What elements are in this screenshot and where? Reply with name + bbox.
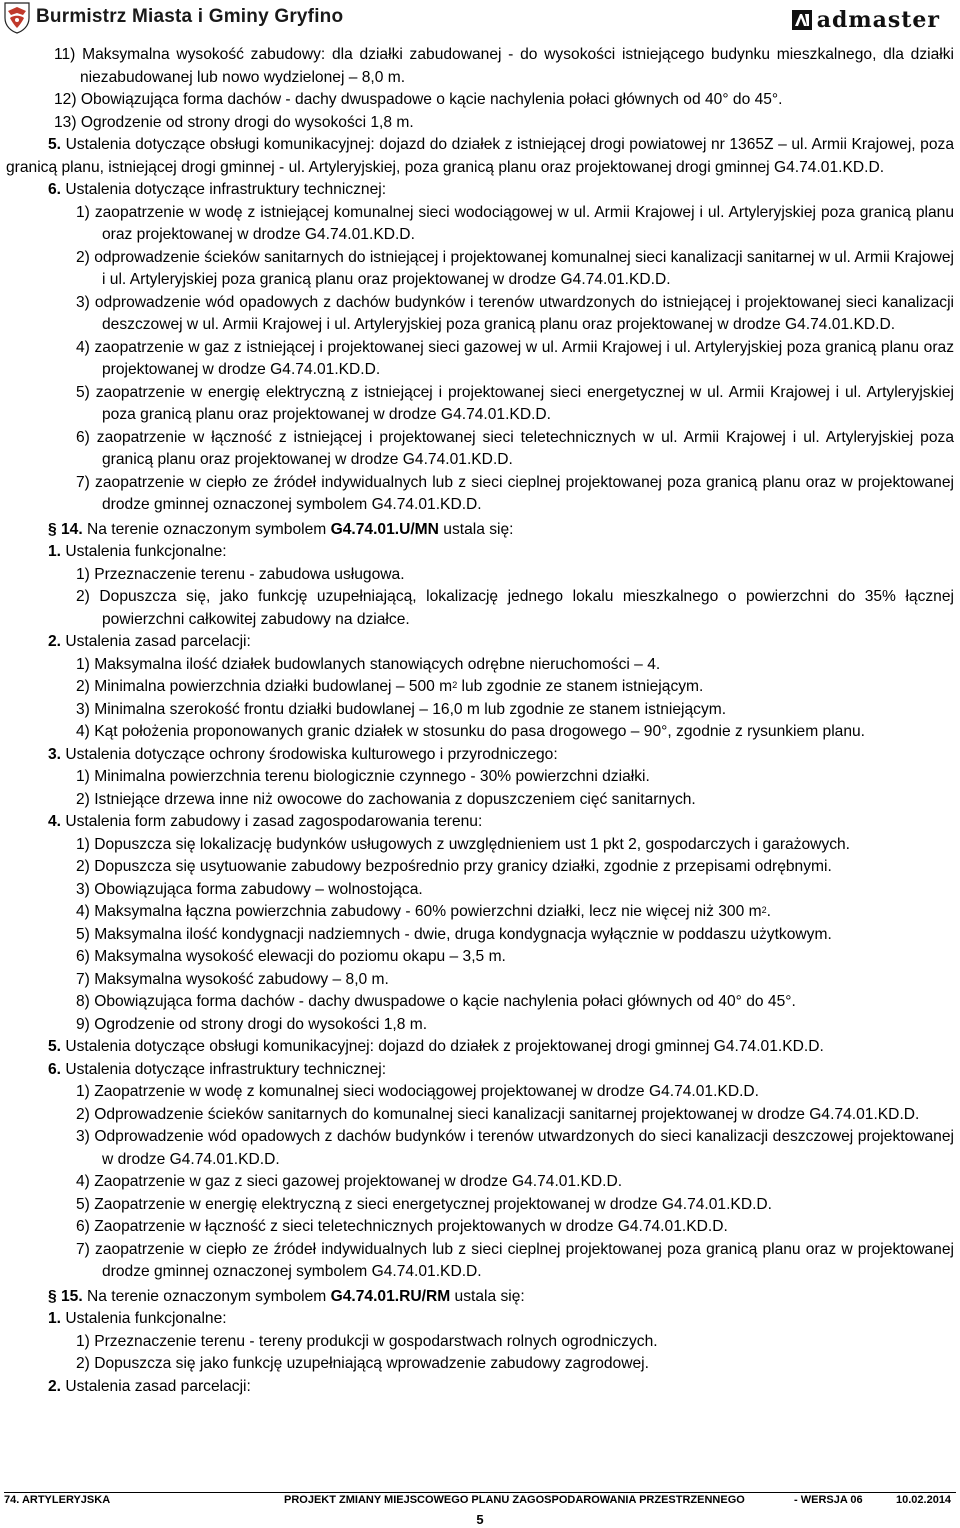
header-title: Burmistrz Miasta i Gminy Gryfino	[36, 6, 344, 27]
section-text: Ustalenia funkcjonalne:	[65, 1310, 227, 1327]
list-item: 9) Ogrodzenie od strony drogi do wysokości 1,8 m.	[76, 1015, 428, 1033]
section-item	[6, 134, 954, 179]
section-item	[48, 1376, 954, 1399]
list-item: 3) Odprowadzenie wód opadowych z dachów budynków i terenów utwardzonych do sieci kanalizacji deszczowej projektowanej w drodze G4.74.01.KD.D.	[76, 1128, 954, 1168]
section-item	[48, 179, 954, 202]
section-item	[48, 1059, 954, 1082]
paragraph-intro: Na terenie oznaczonym symbolem	[87, 1287, 327, 1305]
section-text: Ustalenia dotyczące infrastruktury technicznej:	[65, 181, 387, 198]
section-item	[48, 744, 954, 767]
brand-name: admaster	[816, 7, 940, 33]
item-text-end: lub zgodnie ze stanem istniejącym.	[457, 678, 704, 695]
list-item: 5) Zaopatrzenie w energię elektryczną z sieci energetycznej projektowanej w drodze G4.74.01.KD.D.	[76, 1195, 773, 1213]
coat-of-arms-icon	[4, 2, 30, 34]
list-item: 6) Maksymalna wysokość elewacji do poziomu okapu – 3,5 m.	[76, 948, 506, 965]
list-item: 7) zaopatrzenie w ciepło ze źródeł indywidualnych lub z sieci cieplnej projektowanej poza granicą planu oraz w projektowanej drodze gminnej oznaczonej symbolem G4.74.01.KD.D.	[76, 1240, 954, 1280]
list-item: 6) Zaopatrzenie w łączność z sieci teletechnicznych projektowanych w drodze G4.74.01.KD.D.	[76, 1218, 728, 1235]
item-text-end: .	[766, 903, 771, 920]
zone-symbol: G4.74.01.RU/RM	[330, 1287, 451, 1305]
paragraph-heading	[48, 519, 954, 542]
section-number: 4.	[48, 813, 62, 830]
footer-plan-name: 74. ARTYLERYJSKA	[4, 1494, 111, 1506]
list-item: 13) Ogrodzenie od strony drogi do wysokości 1,8 m.	[54, 113, 414, 131]
list-item: 1) Maksymalna ilość działek budowlanych stanowiących odrębne nieruchomości – 4.	[76, 655, 661, 673]
list-item: 4) Kąt położenia proponowanych granic działek w stosunku do pasa drogowego – 90°, zgodnie z rysunkiem planu.	[76, 723, 866, 740]
list-item: 7) Maksymalna wysokość zabudowy – 8,0 m.	[76, 970, 389, 988]
list-item: 11) Maksymalna wysokość zabudowy: dla działki zabudowanej - do wysokości istniejącego budynku mieszkalnego, dla działki niezabudowanej lub nowo wydzielonej – 8,0 m.	[54, 46, 954, 86]
list-item: 4) zaopatrzenie w gaz z istniejącej i projektowanej sieci gazowej w ul. Armii Krajowej i ul. Artyleryjskiej poza granicą planu oraz projektowanej w drodze G4.74.01.KD.D.	[76, 338, 954, 378]
paragraph-intro-end: ustala się:	[454, 1287, 525, 1305]
brand-logo	[791, 6, 940, 34]
list-item: 1) Minimalna powierzchnia terenu biologicznie czynnego - 30% powierzchni działki.	[76, 768, 650, 785]
list-item: 2) Dopuszcza się jako funkcję uzupełniającą wprowadzenie zabudowy zagrodowej.	[76, 1355, 649, 1372]
section-text: Ustalenia form zabudowy i zasad zagospodarowania terenu:	[65, 813, 483, 830]
footer-version: - WERSJA 06	[794, 1494, 863, 1506]
list-item	[76, 676, 954, 699]
paragraph-number: § 15.	[48, 1287, 83, 1305]
section-item	[48, 1036, 954, 1059]
list-item: 3) odprowadzenie wód opadowych z dachów budynków i terenów utwardzonych do istniejącej i projektowanej sieci kanalizacji deszczowej w ul. Armii Krajowej i ul. Artyleryjskiej poza granicą planu oraz projektowanej w drodze G4.74.01.KD.D.	[76, 293, 954, 333]
paragraph-intro-end: ustala się:	[443, 520, 514, 538]
superscript: 2	[761, 905, 767, 915]
section-number: 2.	[48, 633, 62, 650]
footer-date: 10.02.2014	[896, 1494, 952, 1506]
paragraph-heading	[48, 1286, 954, 1309]
admaster-logo-icon	[791, 9, 813, 31]
section-number: 1.	[48, 543, 62, 560]
list-item: 12) Obowiązująca forma dachów - dachy dwuspadowe o kącie nachylenia połaci głównych od 40° do 45°.	[54, 91, 783, 108]
section-text: Ustalenia dotyczące obsługi komunikacyjnej: dojazd do działek z projektowanej drogi gminnej G4.74.01.KD.D.	[65, 1038, 824, 1055]
section-text: Ustalenia dotyczące obsługi komunikacyjnej: dojazd do działek z istniejącej drogi powiatowej nr 1365Z – ul. Armii Krajowej, poza granicą planu, istniejącej drogi gminnej - ul. Artyleryjskiej, poza granicą planu oraz projektowanej drogi gminnej G4.74.01.KD.D.	[6, 136, 954, 176]
list-item: 1) Przeznaczenie terenu - tereny produkcji w gospodarstwach rolnych ogrodniczych.	[76, 1332, 658, 1350]
list-item: 2) Dopuszcza się usytuowanie zabudowy bezpośrednio przy granicy działki, zgodnie z przepisami odrębnymi.	[76, 858, 832, 875]
paragraph-intro: Na terenie oznaczonym symbolem	[87, 520, 327, 538]
list-item: 1) Zaopatrzenie w wodę z komunalnej sieci wodociągowej projektowanej w drodze G4.74.01.KD.D.	[76, 1083, 760, 1100]
section-item	[48, 811, 954, 834]
page-header	[0, 0, 960, 38]
footer-divider	[4, 1492, 956, 1493]
list-item: 7) zaopatrzenie w ciepło ze źródeł indywidualnych lub z sieci cieplnej projektowanej poza granicą planu oraz w projektowanej drodze gminnej oznaczonej symbolem G4.74.01.KD.D.	[76, 473, 954, 513]
item-text: 4) Maksymalna łączna powierzchnia zabudowy - 60% powierzchni działki, lecz nie więcej niż 300 m	[76, 903, 762, 920]
document-body	[6, 44, 954, 1398]
page-footer	[0, 1488, 960, 1528]
section-number: 3.	[48, 745, 62, 763]
section-text: Ustalenia funkcjonalne:	[65, 543, 227, 560]
list-item: 3) Obowiązująca forma zabudowy – wolnostojąca.	[76, 880, 423, 898]
list-item: 1) zaopatrzenie w wodę z istniejącej komunalnej sieci wodociągowej w ul. Armii Krajowej i ul. Artyleryjskiej poza granicą planu oraz projektowanej w drodze G4.74.01.KD.D.	[76, 203, 954, 243]
superscript: 2	[452, 680, 458, 690]
zone-symbol: G4.74.01.U/MN	[330, 520, 439, 538]
list-item: 5) zaopatrzenie w energię elektryczną z istniejącej i projektowanej sieci energetycznej w ul. Armii Krajowej i ul. Artyleryjskiej poza granicą planu oraz projektowanej w drodze G4.74.01.KD.D.	[76, 383, 954, 423]
list-item: 2) odprowadzenie ścieków sanitarnych do istniejącej i projektowanej komunalnej sieci kanalizacji sanitarnej w ul. Armii Krajowej i ul. Artyleryjskiej poza granicą planu oraz projektowanej w drodze G4.74.01.KD.D.	[76, 248, 955, 288]
section-text: Ustalenia zasad parcelacji:	[65, 633, 251, 650]
section-text: Ustalenia zasad parcelacji:	[65, 1377, 251, 1395]
item-text: 2) Minimalna powierzchnia działki budowlanej – 500 m	[76, 678, 453, 695]
footer-project-title: PROJEKT ZMIANY MIEJSCOWEGO PLANU ZAGOSPODAROWANIA PRZESTRZENNEGO	[284, 1494, 745, 1506]
section-number: 2.	[48, 1377, 62, 1395]
list-item	[76, 901, 954, 924]
list-item: 6) zaopatrzenie w łączność z istniejącej i projektowanej sieci teletechnicznych w ul. Armii Krajowej i ul. Artyleryjskiej poza granicą planu oraz projektowanej w drodze G4.74.01.KD.D.	[76, 428, 954, 468]
section-item	[48, 541, 954, 564]
section-number: 5.	[48, 1038, 62, 1055]
section-number: 5.	[48, 136, 62, 153]
section-text: Ustalenia dotyczące ochrony środowiska kulturowego i przyrodniczego:	[65, 745, 558, 763]
section-number: 1.	[48, 1310, 62, 1327]
list-item: 5) Maksymalna ilość kondygnacji nadziemnych - dwie, druga kondygnacja wyłącznie w poddaszu użytkowym.	[76, 925, 832, 943]
list-item: 8) Obowiązująca forma dachów - dachy dwuspadowe o kącie nachylenia połaci głównych od 40° do 45°.	[76, 993, 796, 1010]
paragraph-number: § 14.	[48, 520, 83, 538]
list-item: 1) Dopuszcza się lokalizację budynków usługowych z uwzględnieniem ust 1 pkt 2, gospodarczych i garażowych.	[76, 835, 851, 853]
section-text: Ustalenia dotyczące infrastruktury technicznej:	[65, 1060, 387, 1078]
section-number: 6.	[48, 181, 62, 198]
section-item	[48, 631, 954, 654]
section-item	[48, 1308, 954, 1331]
list-item: 1) Przeznaczenie terenu - zabudowa usługowa.	[76, 565, 405, 583]
page-number: 5	[476, 1512, 484, 1527]
list-item: 4) Zaopatrzenie w gaz z sieci gazowej projektowanej w drodze G4.74.01.KD.D.	[76, 1173, 623, 1190]
list-item: 2) Istniejące drzewa inne niż owocowe do zachowania z dopuszczeniem cięć sanitarnych.	[76, 790, 696, 808]
list-item: 2) Dopuszcza się, jako funkcję uzupełniającą, lokalizację jednego lokalu mieszkalnego o powierzchni do 35% łącznej powierzchni całkowitej zabudowy na działce.	[76, 588, 954, 628]
section-number: 6.	[48, 1060, 62, 1078]
list-item: 3) Minimalna szerokość frontu działki budowlanej – 16,0 m lub zgodnie ze stanem istniejącym.	[76, 700, 727, 718]
list-item: 2) Odprowadzenie ścieków sanitarnych do komunalnej sieci kanalizacji sanitarnej projektowanej w drodze G4.74.01.KD.D.	[76, 1105, 920, 1123]
